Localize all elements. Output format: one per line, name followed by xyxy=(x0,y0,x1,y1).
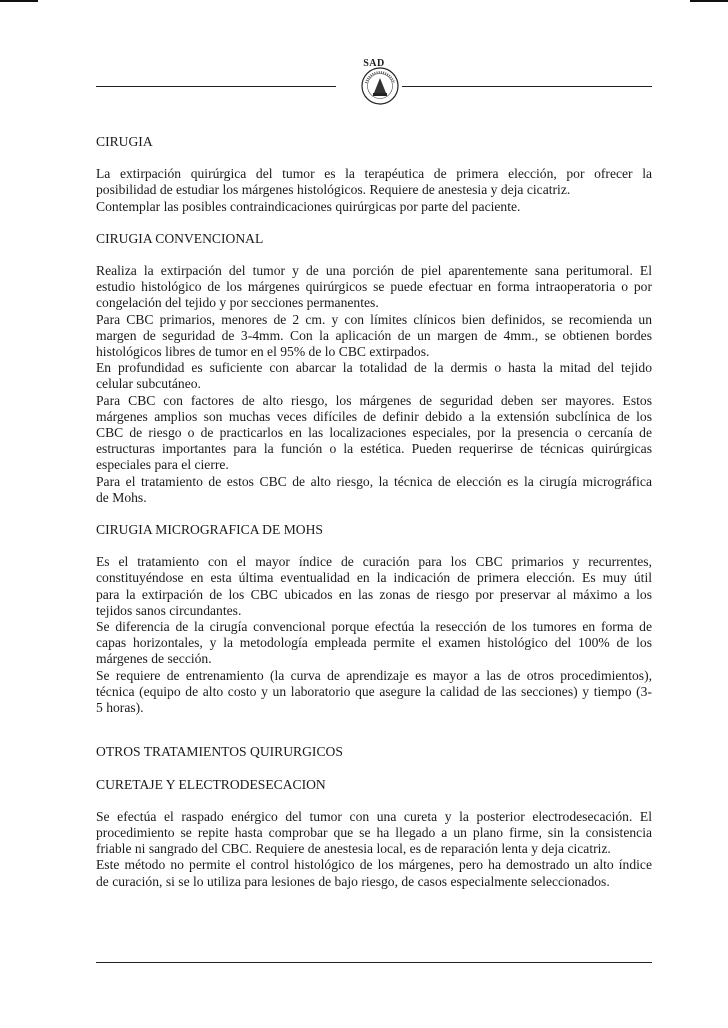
text-line: especiales para el cierre. xyxy=(96,457,229,473)
section-heading: OTROS TRATAMIENTOS QUIRURGICOS xyxy=(96,744,343,760)
text-line: Se requiere de entrenamiento (la curva de aprendizaje es mayor a las de otros procedimientos), xyxy=(96,667,652,683)
text-line: Se diferencia de la cirugía convencional porque efectúa la resección de los tumores en forma de xyxy=(96,619,652,635)
crop-mark-right xyxy=(690,0,728,2)
page-header xyxy=(96,58,652,108)
section-cirugia xyxy=(96,134,652,215)
text-line: procedimiento se repite hasta comprobar que se ha llegado a un plano firme, sin la consistencia xyxy=(96,824,652,840)
section-paragraph xyxy=(96,554,652,716)
header-brand: SAD xyxy=(363,58,385,69)
section-cirugia-convencional xyxy=(96,231,652,506)
text-line: Para CBC primarios, menores de 2 cm. y con límites clínicos bien definidos, se recomienda un xyxy=(96,311,652,327)
text-line: Realiza la extirpación del tumor y de una porción de piel aparentemente sana peritumoral. El xyxy=(96,263,652,279)
section-heading: CURETAJE Y ELECTRODESECACION xyxy=(96,776,326,792)
text-line: En profundidad es suficiente con abarcar la totalidad de la dermis o hasta la mitad del tejido xyxy=(96,360,652,376)
section-mohs xyxy=(96,522,652,716)
section-paragraph xyxy=(96,166,652,215)
section-otros xyxy=(96,744,652,760)
crop-mark-left xyxy=(0,0,38,2)
text-line: Es el tratamiento con el mayor índice de curación para los CBC primarios y recurrentes, xyxy=(96,554,652,570)
text-line: constituyéndose en esta última eventualidad en la indicación de primera elección. Es muy útil xyxy=(96,570,652,586)
text-line: CBC de riesgo o de practicarlos en las localizaciones especiales, por la presencia o cercanía de xyxy=(96,425,652,441)
text-line: friable ni sangrado del CBC. Requiere de anestesia local, es de reparación lenta y deja cicatriz. xyxy=(96,841,611,857)
text-line: Para el tratamiento de estos CBC de alto riesgo, la técnica de elección es la cirugía micrográfica xyxy=(96,473,652,489)
text-line: para la extirpación de los CBC ubicados en las zonas de riesgo por preservar al máximo a los xyxy=(96,586,652,602)
text-line: La extirpación quirúrgica del tumor es la terapéutica de primera elección, por ofrecer la xyxy=(96,166,652,182)
text-line: margen de seguridad de 3-4mm. Con la aplicación de un margen de 4mm., se obtienen bordes xyxy=(96,327,652,343)
text-line: capas horizontales, y la metodología empleada permite el examen histológico del 100% de los xyxy=(96,635,652,651)
section-paragraph xyxy=(96,809,652,890)
text-line: 5 horas). xyxy=(96,700,144,716)
section-curetaje xyxy=(96,777,652,890)
text-line: congelación del tejido y por secciones permanentes. xyxy=(96,295,379,311)
text-line: márgenes de sección. xyxy=(96,651,212,667)
text-line: histológicos libres de tumor en el 95% de lo CBC extirpados. xyxy=(96,344,430,360)
section-paragraph xyxy=(96,263,652,506)
text-line: posibilidad de estudiar los márgenes histológicos. Requiere de anestesia y deja cicatriz. xyxy=(96,182,571,198)
header-rule-right xyxy=(402,86,652,87)
text-line: márgenes amplios son muchas veces difíciles de definir debido a la extensión subclínica de los xyxy=(96,408,652,424)
text-line: de Mohs. xyxy=(96,489,147,505)
text-line: Se efectúa el raspado enérgico del tumor con una cureta y la posterior electrodesecación. El xyxy=(96,808,652,824)
text-line: tejidos sanos circundantes. xyxy=(96,602,242,618)
text-line: estructuras importantes para la función o la estética. Pueden requerirse de técnicas quirúrgicas xyxy=(96,441,652,457)
document-body xyxy=(96,134,652,906)
section-heading: CIRUGIA MICROGRAFICA DE MOHS xyxy=(96,522,323,538)
text-line: Contemplar las posibles contraindicaciones quirúrgicas por parte del paciente. xyxy=(96,198,521,214)
text-line: estudio histológico de los márgenes quirúrgicos se puede efectuar en forma intraoperatoria o por xyxy=(96,279,652,295)
section-heading: CIRUGIA CONVENCIONAL xyxy=(96,230,264,246)
text-line: técnica (equipo de alto costo y un laboratorio que asegure la calidad de las secciones) y tiempo (3- xyxy=(96,683,652,699)
header-rule-left xyxy=(96,86,336,87)
society-seal-icon xyxy=(360,66,400,106)
section-heading: CIRUGIA xyxy=(96,134,153,149)
text-line: Para CBC con factores de alto riesgo, los márgenes de seguridad deben ser mayores. Estos xyxy=(96,392,652,408)
text-line: celular subcutáneo. xyxy=(96,376,201,392)
section-gap xyxy=(96,732,652,744)
text-line: de curación, si se lo utiliza para lesiones de bajo riesgo, de casos especialmente seleccionados. xyxy=(96,873,610,889)
text-line: Este método no permite el control histológico de los márgenes, pero ha demostrado un alto índice xyxy=(96,857,652,873)
footer-rule xyxy=(96,962,652,963)
